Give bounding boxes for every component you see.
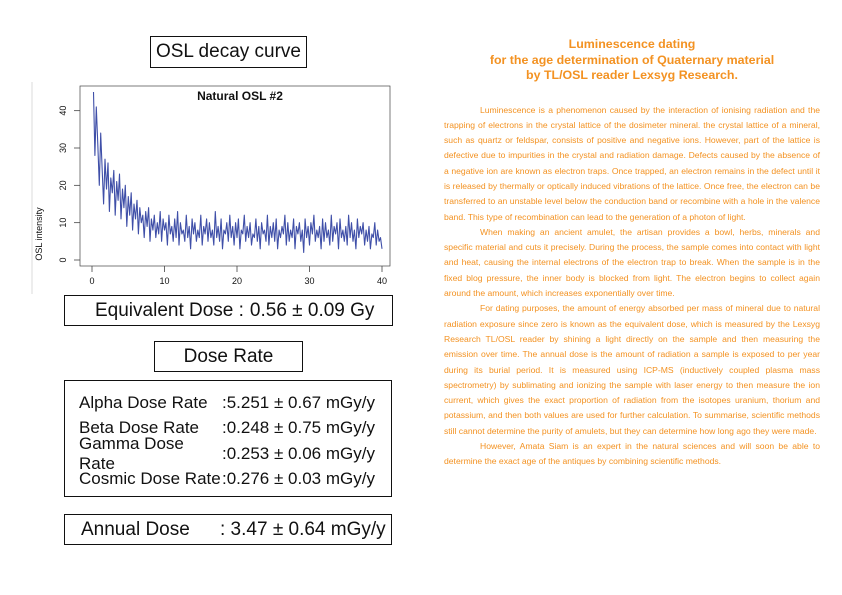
x-tick-label: 20 — [231, 276, 243, 286]
y-tick-label: 30 — [58, 142, 68, 154]
article-title-line: by TL/OSL reader Lexsyg Research. — [526, 68, 738, 82]
article — [444, 37, 820, 470]
x-tick-label: 30 — [304, 276, 315, 286]
dose-rate-value: :5.251 ± 0.67 mGy/y — [222, 392, 375, 412]
dose-rate-name: Gamma Dose Rate — [79, 433, 184, 473]
chart-marks — [94, 92, 383, 253]
dose-rate-title: Dose Rate — [154, 341, 303, 372]
osl-series-line — [94, 92, 383, 253]
article-paragraph: However, Amata Siam is an expert in the natural sciences and will soon be able to determine the exact age of the antiques by combining scientific methods. — [444, 441, 820, 467]
cosmic-dose-rate-row — [79, 467, 391, 493]
article-title — [444, 37, 820, 84]
dose-rate-value: :0.248 ± 0.75 mGy/y — [222, 418, 375, 438]
x-tick-label: 0 — [89, 276, 95, 286]
equivalent-dose-label: Equivalent Dose : — [95, 299, 244, 321]
annual-dose-box — [64, 514, 392, 545]
dose-rate-name: Beta Dose Rate — [79, 418, 200, 438]
y-tick-label: 0 — [58, 257, 68, 263]
dose-rate-value: :0.253 ± 0.06 mGy/y — [222, 443, 375, 463]
y-tick-label: 40 — [58, 105, 68, 116]
annual-dose-value: : 3.47 ± 0.64 mGy/y — [220, 518, 386, 540]
dose-rate-name: Cosmic Dose Rate — [79, 469, 221, 489]
alpha-dose-rate-row — [79, 390, 391, 416]
annual-dose-label: Annual Dose — [81, 518, 190, 540]
article-paragraph: When making an ancient amulet, the artisan provides a bowl, herbs, minerals and specific material and cuts it precisely. During the process, the sample comes into contact with light and heat, causing the internal electrons of the electron trap to break. When the sample is in the fixed blog pressure, the inner body is blocked from light. The electron begins to collect again around the amount, which increases exponentially over time. — [444, 226, 820, 299]
chart-title: Natural OSL #2 — [197, 89, 283, 103]
dose-rate-name: Alpha Dose Rate — [79, 392, 208, 412]
x-tick-label: 10 — [159, 276, 170, 286]
equivalent-dose-box — [64, 295, 393, 326]
article-title-line: Luminescence dating — [568, 37, 696, 51]
dose-rates-box — [64, 380, 392, 497]
chart-y-axis-label: OSL intensity — [34, 207, 44, 261]
chart-axes — [32, 82, 390, 294]
dose-rate-value: :0.276 ± 0.03 mGy/y — [222, 469, 375, 489]
osl-decay-chart — [28, 82, 398, 294]
gamma-dose-rate-row — [79, 433, 391, 473]
x-tick-label: 40 — [376, 276, 388, 286]
article-title-line: for the age determination of Quaternary material — [489, 52, 775, 67]
y-tick-label: 10 — [58, 217, 68, 228]
y-tick-label: 20 — [58, 180, 68, 191]
osl-curve-title: OSL decay curve — [150, 36, 307, 68]
osl-chart-svg — [28, 82, 398, 294]
article-paragraph: Luminescence is a phenomenon caused by the interaction of ionising radiation and the trapping of electrons in the crystal lattice of the dosimeter mineral. the crystal lattice of a mineral, such as quartz or feldspar, consists of positive and negative ions. However, part of the lattice is defective due to impurities in the crystal and radiation damage. Defects caused by the absence of a negative ion are known as electron traps. Once trapped, an electron remains in the defect until it is released by thermally or optically induced vibrations of the lattice. Once free, the electron can be transferred to an unstable level below the conduction band or recombine with a hole in the valence band. This type of recombination can lead to the generation of a photon of light. — [444, 104, 820, 222]
equivalent-dose-value: 0.56 ± 0.09 Gy — [249, 299, 375, 321]
article-paragraph: For dating purposes, the amount of energy absorbed per mass of mineral due to natural radiation exposure since zero is known as the equivalent dose, which is measured by the Lexsyg Research TL/OSL reader by shining a light directly on the sample and then measuring the emission over time. The annual dose is the amount of radiation a sample is exposed to per year during its burial period. It is measured using ICP-MS (inductively coupled plasma mass spectrometry) by sublimating and ionizing the sample with laser energy to then measure the ion current, which gives the exact proportion of radiation from the isotopes uranium, thorium and potassium, and then both values are used for further calculation. To summarise, scientific methods still cannot determine the purity of amulets, but they can determine how long ago they were made. — [444, 303, 820, 436]
